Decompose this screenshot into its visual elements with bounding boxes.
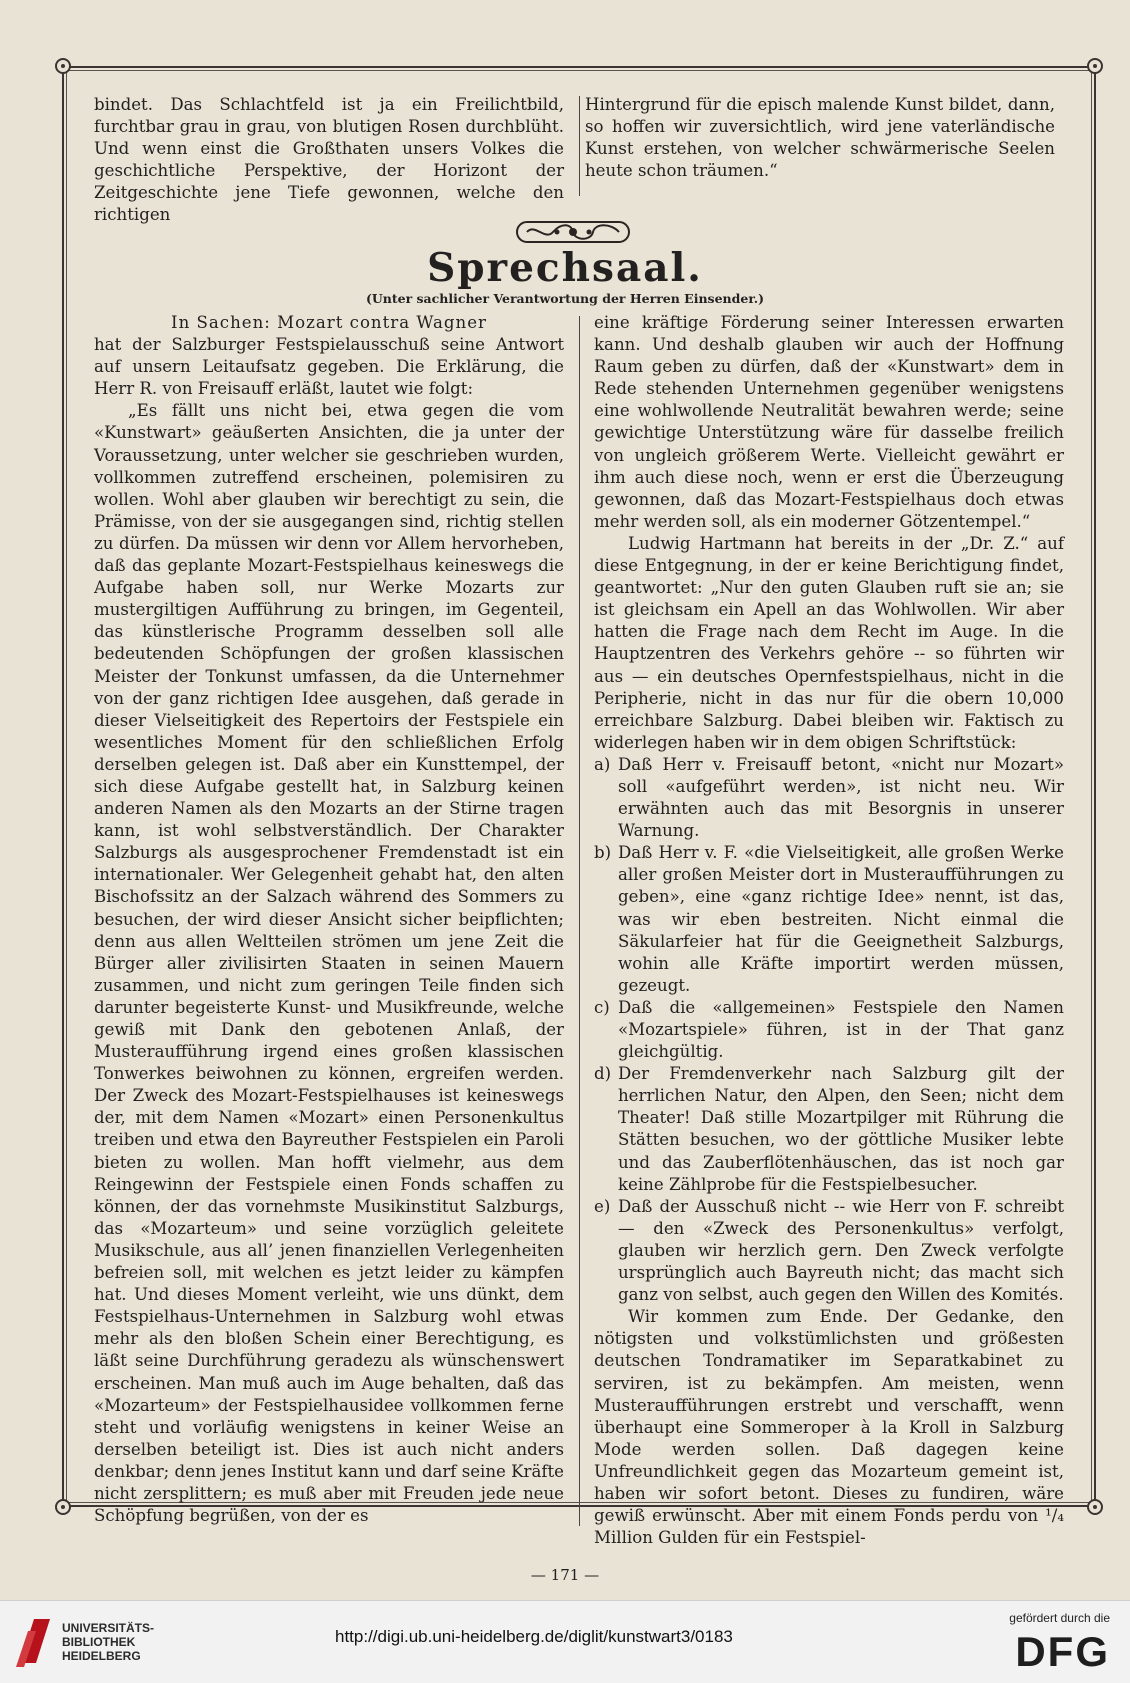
top-right-paragraph: Hintergrund für die episch malende Kunst bildet, dann, so hoffen wir zuversichtlich, wird jene vaterländische Kunst erstehen, von welcher schwärmerische Seelen heute schon träumen.“	[585, 95, 1055, 181]
viewer-footer	[0, 1600, 1130, 1683]
body-right-column	[594, 312, 1064, 1548]
list-item	[594, 997, 1064, 1063]
response-paragraph: Ludwig Hartmann hat bereits in der „Dr. Z.“ auf diese Entgegnung, in der er keine Berichtigung findet, geantwortet: „Nur den guten Glauben ruft sie an; sie ist gleichsam ein Apell an das Wohlwollen. Wir aber hatten die Frage nach dem Recht im Auge. In die Hauptzentren des Verkehrs gehöre -- so führten wir aus — ein deutsches Opernfestspielhaus, nicht in die Peripherie, nicht in das nur für die obern 10,000 erreichbare Salzburg. Dabei bleiben wir. Faktisch zu widerlegen haben wir in dem obigen Schriftstück:	[594, 533, 1064, 752]
library-name-line: HEIDELBERG	[62, 1649, 141, 1663]
continuation-paragraph: eine kräftige Förderung seiner Interessen erwarten kann. Und deshalb glauben wir auch der Hoffnung Raum geben zu dürfen, daß der «Kunstwart» dem in Rede stehenden Unternehmen gegenüber wenigstens eine wohlwollende Neutralität bewahren werde; seine gewichtige Unterstützung wäre für dasselbe freilich von ungleich größerem Werte. Vielleicht gewährt er ihm auch diese noch, wenn er erst die Überzeugung gewonnen, daß das Mozart-Festspielhaus doch etwas mehr werden soll, als ein moderner Götzentempel.“	[594, 313, 1064, 531]
page-number: — 171 —	[530, 1566, 600, 1584]
list-marker: e)	[594, 1196, 611, 1216]
list-marker: c)	[594, 997, 610, 1017]
closing-paragraph: Wir kommen zum Ende. Der Gedanke, den nötigsten und volkstümlichsten und größesten deutschen Tondramatiker im Separatkabinet zu serviren, ist zu bekämpfen. Am meisten, wenn Musteraufführungen erstrebt und verschafft, wenn überhaupt eine Sommeroper à la Kroll in Salzburg Mode werden sollen. Daß dagegen keine Unfreundlichkeit gegen das Mozarteum gemeint ist, haben wir sofort betont. Dieses zu fundiren, wäre gewiß erwünscht. Aber mit einem Fonds perdu von ¹/₄ Million Gulden für ein Festspiel-	[594, 1307, 1064, 1548]
library-name	[62, 1621, 154, 1663]
column-divider	[579, 316, 580, 1526]
list-item	[594, 1196, 1064, 1306]
top-left-paragraph: bindet. Das Schlachtfeld ist ja ein Freilichtbild, furchtbar grau in grau, von blutigen Rosen durchblüht. Und wenn einst die Großthaten unsers Volkes die geschichtliche Perspektive, der Horizont der Zeitgeschichte jene Tiefe gewonnen, welche den richtigen	[94, 95, 564, 225]
university-logo-icon	[14, 1613, 56, 1669]
list-marker: b)	[594, 843, 612, 863]
section-heading: Sprechsaal.	[427, 245, 703, 291]
frame-corner-ornament	[55, 58, 71, 74]
list-marker: a)	[594, 754, 611, 774]
list-item	[594, 1063, 1064, 1196]
list-text: Daß die «allgemeinen» Festspiele den Namen «Mozartspiele» führen, ist in der That ganz gleichgültig.	[618, 997, 1064, 1062]
list-item	[594, 842, 1064, 997]
list-text: Daß Herr v. Freisauff betont, «nicht nur Mozart» soll «aufgeführt werden», ist nicht neu. Wir erwähnten auch das mit Besorgnis in unserer Warnung.	[618, 754, 1064, 841]
page-url-link[interactable]: http://digi.ub.uni-heidelberg.de/diglit/kunstwart3/0183	[335, 1627, 733, 1646]
dfg-logo: DFG	[1015, 1628, 1110, 1675]
funding-label: gefördert durch die	[1009, 1611, 1110, 1625]
library-name-line: UNIVERSITÄTS-	[62, 1621, 155, 1635]
intro-paragraph: hat der Salzburger Festspielausschuß seine Antwort auf unsern Leitaufsatz gegeben. Die Erklärung, die Herr R. von Freisauff erläßt, lautet wie folgt:	[94, 335, 564, 399]
list-text: Daß Herr v. F. «die Vielseitigkeit, alle großen Werke aller großen Meister dort in Musteraufführungen zu geben», eine «ganz richtige Idee» nennt, ist das, was wir eben bestreiten. Nicht einmal die Säkularfeier hat für die Geeignetheit Salzburgs, wohin alle Kräfte importirt werden müssen, gezeugt.	[618, 843, 1064, 995]
frame-corner-ornament	[1087, 1499, 1103, 1515]
frame-corner-ornament	[55, 1499, 71, 1515]
list-marker: d)	[594, 1064, 612, 1084]
top-left-column	[94, 94, 564, 225]
column-divider	[579, 96, 580, 196]
section-subheading: (Unter sachlicher Verantwortung der Herren Einsender.)	[365, 291, 765, 306]
list-item	[594, 754, 1064, 842]
decorative-ornament	[515, 219, 631, 245]
top-right-column	[585, 94, 1055, 204]
article-caption: In Sachen: Mozart contra Wagner	[171, 313, 487, 332]
body-left-column	[94, 312, 564, 1532]
list-text: Daß der Ausschuß nicht -- wie Herr von F. schreibt — den «Zweck des Personenkultus» verfolgt, glauben wir herzlich gern. Den Zweck verfolgte ursprünglich auch Bayreuth nicht; das macht sich ganz von selbst, auch gegen den Willen des Komités.	[618, 1196, 1064, 1305]
frame-corner-ornament	[1087, 58, 1103, 74]
library-name-line: BIBLIOTHEK	[62, 1635, 136, 1649]
list-text: Der Fremdenverkehr nach Salzburg gilt der herrlichen Natur, den Alpen, den Seen; nicht dem Theater! Daß stille Mozartpilger mit Rührung die Stätten besuchen, wo der göttliche Musiker lebte und das Zauberflötenhäuschen, das ist noch gar keine Zählprobe für die Festspielbesucher.	[618, 1064, 1064, 1194]
quote-paragraph: „Es fällt uns nicht bei, etwa gegen die vom «Kunstwart» geäußerten Ansichten, die ja unter der Voraussetzung, unter welcher sie geschrieben wurden, vollkommen zutreffend erscheinen, polemisiren zu wollen. Wohl aber glauben wir berechtigt zu sein, die Prämisse, von der sie ausgegangen sind, richtig stellen zu dürfen. Da müssen wir denn vor Allem hervorheben, daß das geplante Mozart-Festspielhaus keineswegs die Aufgabe haben soll, nur Werke Mozarts zur mustergiltigen Aufführung zu bringen, im Gegenteil, das künstlerische Programm desselben soll alle bedeutenden Schöpfungen der großen klassischen Meister der Tonkunst umfassen, da die Unternehmer von der ganz richtigen Idee ausgehen, daß gerade in dieser Vielseitigkeit des Repertoirs der Festspiele ein wesentliches Moment für den schließlichen Erfolg derselben gelegen ist. Daß aber ein Kunsttempel, der sich diese Aufgabe gestellt hat, in Salzburg keinen anderen Namen als den Mozarts an der Stirne tragen kann, ist wohl selbstverständlich. Der Charakter Salzburgs als ausgesprochener Fremdenstadt ist ein internationaler. Wer Gelegenheit gehabt hat, den alten Bischofssitz an der Salzach während des Sommers zu besuchen, der wird dieser Ansicht sicher beipflichten; denn aus allen Weltteilen strömen um jene Zeit die Bürger aller zivilisirten Staaten in seinen Mauern zusammen, und nicht zum geringen Teile finden sich darunter begeisterte Kunst- und Musikfreunde, welche gewiß mit Dank den gebotenen Anlaß, der Musteraufführung irgend eines großen klassischen Tonwerkes beiwohnen zu können, ergreifen werden. Der Zweck des Mozart-Festspielhauses ist keineswegs der, mit dem Namen «Mozart» einen Personenkultus treiben und etwa den Bayreuther Festspielen ein Paroli bieten zu wollen. Man hofft vielmehr, aus dem Reingewinn der Festspiele einen Fonds schaffen zu können, der das vornehmste Musikinstitut Salzburgs, das «Mozarteum» und seine vorzüglich geleitete Musikschule, aus all’ jenen finanziellen Verlegenheiten befreien soll, mit welchen es jetzt leider zu kämpfen hat. Und dieses Moment verleiht, wie uns dünkt, dem Festspielhaus-Unternehmen in Salzburg wohl etwas mehr als den bloßen Schein einer Berechtigung, es läßt seine Durchführung geradezu als wünschenswert erscheinen. Man muß auch im Auge behalten, daß das «Mozarteum» der Festspielhausidee vollkommen ferne steht und vorläufig wenigstens in keiner Weise an derselben beteiligt ist. Dies ist auch nicht anders denkbar; denn jenes Institut kann und darf seine Kräfte nicht zersplittern; es muß aber mit Freuden jede neue Schöpfung begrüßen, von der es	[94, 401, 564, 1526]
